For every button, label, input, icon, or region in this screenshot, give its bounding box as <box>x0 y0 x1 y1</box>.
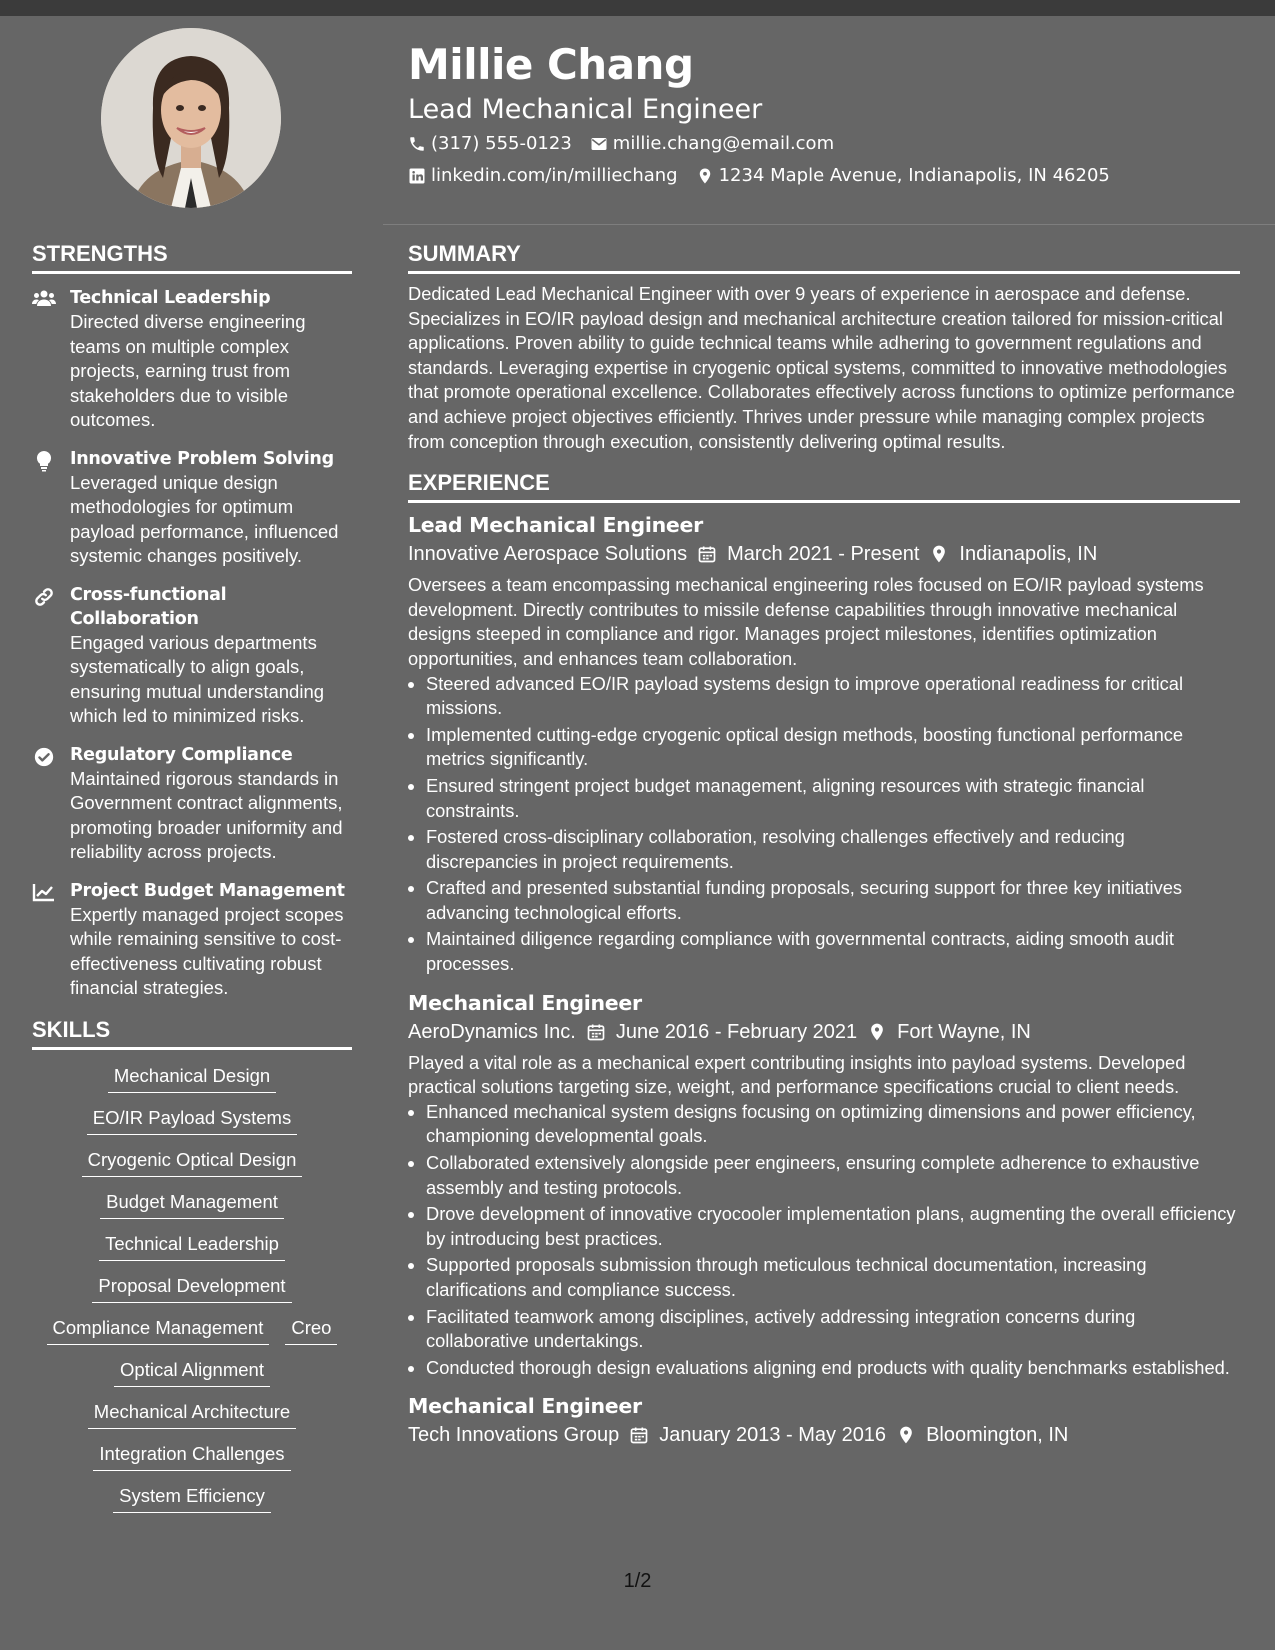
header-divider <box>383 224 1275 225</box>
job-bullet: • Supported proposals submission through meticulous technical documentation, increasing clarifications and compliance success. <box>426 1253 1240 1302</box>
avatar-portrait-icon <box>101 28 281 208</box>
calendar-icon <box>586 1022 606 1042</box>
strength-desc: Maintained rigorous standards in Government contract alignments, promoting broader uniformity and reliability across projects. <box>70 767 343 862</box>
job-title: Mechanical Engineer <box>408 1394 642 1419</box>
job-bullet: • Steered advanced EO/IR payload systems design to improve operational readiness for critical missions. <box>426 672 1240 721</box>
job-description: Oversees a team encompassing mechanical engineering roles focused on EO/IR payload systems development. Directly contributes to missile defense capabilities through innovative mechanical designs steeped in compliance and rigor. Manages project milestones, identifies optimization opportunities, and enhances team collaboration. <box>408 574 1204 669</box>
strengths-heading: STRENGTHS <box>32 241 352 274</box>
skill-tag: Cryogenic Optical Design <box>82 1148 303 1177</box>
strength-desc: Directed diverse engineering teams on multiple complex projects, earning trust from stakeholders due to visible outcomes. <box>70 311 306 430</box>
skill-tag: Mechanical Architecture <box>88 1400 296 1429</box>
strength-item <box>32 583 352 729</box>
summary-heading: SUMMARY <box>408 241 1240 274</box>
email-address: millie.chang@email.com <box>612 133 835 154</box>
strength-desc: Engaged various departments systematically to align goals, ensuring mutual understanding which led to minimized risks. <box>70 631 325 726</box>
strength-title: Innovative Problem Solving <box>70 448 334 469</box>
strength-item <box>32 286 352 433</box>
strength-title: Technical Leadership <box>70 288 271 308</box>
skill-tag: Mechanical Design <box>108 1064 276 1093</box>
page-number: 1/2 <box>623 1570 652 1592</box>
candidate-title: Lead Mechanical Engineer <box>408 94 763 125</box>
job-entry <box>408 1392 1240 1450</box>
job-bullet: • Collaborated extensively alongside peer engineers, ensuring complete adherence to exhaustive assembly and testing protocols. <box>426 1151 1240 1200</box>
job-location: Bloomington, IN <box>926 1424 1069 1447</box>
skill-tag: Creo <box>285 1316 337 1345</box>
phone-number: (317) 555-0123 <box>431 133 572 154</box>
company-name: Innovative Aerospace Solutions <box>408 543 688 566</box>
users-icon <box>32 286 56 433</box>
strengths-list <box>32 286 352 1001</box>
company-name: Tech Innovations Group <box>408 1424 620 1447</box>
skill-tag: Budget Management <box>100 1190 284 1219</box>
job-location: Indianapolis, IN <box>959 543 1098 566</box>
skill-tag: Optical Alignment <box>114 1358 270 1387</box>
lightbulb-icon <box>32 447 56 569</box>
contact-row-1 <box>408 133 834 154</box>
strength-desc: Leveraged unique design methodologies for optimum payload performance, influenced systemic changes positively. <box>70 471 339 566</box>
skill-tag: System Efficiency <box>113 1484 271 1513</box>
job-dates: March 2021 - Present <box>727 543 920 566</box>
chart-line-icon <box>32 879 56 1001</box>
map-pin-icon <box>867 1022 887 1042</box>
map-pin-icon <box>696 167 714 185</box>
link-icon <box>32 583 56 729</box>
job-description: Played a vital role as a mechanical expert contributing insights into payload systems. Developed practical solutions targeting size, weight, and performance specifications crucial to client needs. <box>408 1051 1186 1098</box>
address-contact <box>696 165 1110 186</box>
candidate-name: Millie Chang <box>408 40 694 89</box>
experience-heading: EXPERIENCE <box>408 470 1240 503</box>
map-pin-icon <box>929 544 949 564</box>
strength-title: Regulatory Compliance <box>70 744 293 765</box>
top-bar <box>0 0 1275 16</box>
check-circle-icon <box>32 743 56 865</box>
skills-list <box>32 1064 352 1513</box>
job-bullet: • Conducted thorough design evaluations aligning end products with quality benchmarks established. <box>426 1356 1240 1381</box>
job-dates: January 2013 - May 2016 <box>659 1424 887 1447</box>
address-text: 1234 Maple Avenue, Indianapolis, IN 46205 <box>718 165 1110 186</box>
job-title: Mechanical Engineer <box>408 990 642 1015</box>
map-pin-icon <box>896 1425 916 1445</box>
calendar-icon <box>629 1425 649 1445</box>
strength-item <box>32 879 352 1001</box>
job-bullet: • Drove development of innovative cryocooler implementation plans, augmenting the overall efficiency by introducing best practices. <box>426 1202 1240 1251</box>
linkedin-url: linkedin.com/in/milliechang <box>431 165 678 186</box>
skill-tag: Proposal Development <box>92 1274 291 1303</box>
job-meta <box>408 539 1240 569</box>
skills-heading: SKILLS <box>32 1017 352 1050</box>
job-bullet: • Implemented cutting-edge cryogenic optical design methods, boosting functional performance metrics significantly. <box>426 723 1240 772</box>
job-title: Lead Mechanical Engineer <box>408 513 703 538</box>
job-meta <box>408 1017 1240 1047</box>
job-bullet: • Fostered cross-disciplinary collaboration, resolving challenges effectively and reducing discrepancies in project requirements. <box>426 825 1240 874</box>
email-contact[interactable] <box>590 133 834 154</box>
job-bullet: • Facilitated teamwork among disciplines, actively addressing integration concerns during collaborative undertakings. <box>426 1305 1240 1354</box>
job-entry <box>408 511 1240 977</box>
summary-text: Dedicated Lead Mechanical Engineer with over 9 years of experience in aerospace and defense. Specializes in EO/IR payload design and mechanical architecture creation tailored for mission-critical applications. Proven ability to guide technical teams while adhering to government regulations and standards. Leveraging expertise in cryogenic optical systems, committed to innovative methodologies that promote operational excellence. Collaborates effectively across functions to optimize performance and achieve project objectives efficiently. Thrives under pressure while managing complex projects from conception through execution, consistently delivering optimal results. <box>408 283 1235 452</box>
job-bullets <box>408 1100 1240 1381</box>
job-dates: June 2016 - February 2021 <box>615 1020 858 1043</box>
job-bullet: • Enhanced mechanical system designs focusing on optimizing dimensions and power efficiency, championing developmental goals. <box>426 1100 1240 1149</box>
strength-item <box>32 743 352 865</box>
linkedin-icon <box>408 167 426 185</box>
job-entry <box>408 989 1240 1381</box>
phone-icon <box>408 135 426 153</box>
envelope-icon <box>590 135 608 153</box>
strength-title: Cross-functional Collaboration <box>70 584 227 629</box>
phone-contact[interactable] <box>408 133 572 154</box>
strength-desc: Expertly managed project scopes while remaining sensitive to cost-effectiveness cultivating robust financial strategies. <box>70 903 344 998</box>
job-bullets <box>408 672 1240 977</box>
main-column <box>408 241 1240 1454</box>
job-bullet: • Ensured stringent project budget management, aligning resources with strategic financial constraints. <box>426 774 1240 823</box>
profile-photo <box>101 28 281 208</box>
job-bullet: • Maintained diligence regarding compliance with governmental contracts, aiding smooth audit processes. <box>426 927 1240 976</box>
sidebar <box>32 241 352 1526</box>
skill-tag: Compliance Management <box>47 1316 270 1345</box>
job-bullet: • Crafted and presented substantial funding proposals, securing support for three key initiatives advancing technological efforts. <box>426 876 1240 925</box>
skill-tag: Technical Leadership <box>99 1232 285 1261</box>
contact-row-2 <box>408 165 1110 186</box>
job-meta <box>408 1420 1240 1450</box>
skill-tag: Integration Challenges <box>93 1442 290 1471</box>
job-location: Fort Wayne, IN <box>897 1020 1031 1043</box>
company-name: AeroDynamics Inc. <box>408 1020 576 1043</box>
strength-item <box>32 447 352 569</box>
strength-title: Project Budget Management <box>70 880 345 901</box>
linkedin-contact[interactable] <box>408 165 678 186</box>
calendar-icon <box>697 544 717 564</box>
skill-tag: EO/IR Payload Systems <box>87 1106 297 1135</box>
